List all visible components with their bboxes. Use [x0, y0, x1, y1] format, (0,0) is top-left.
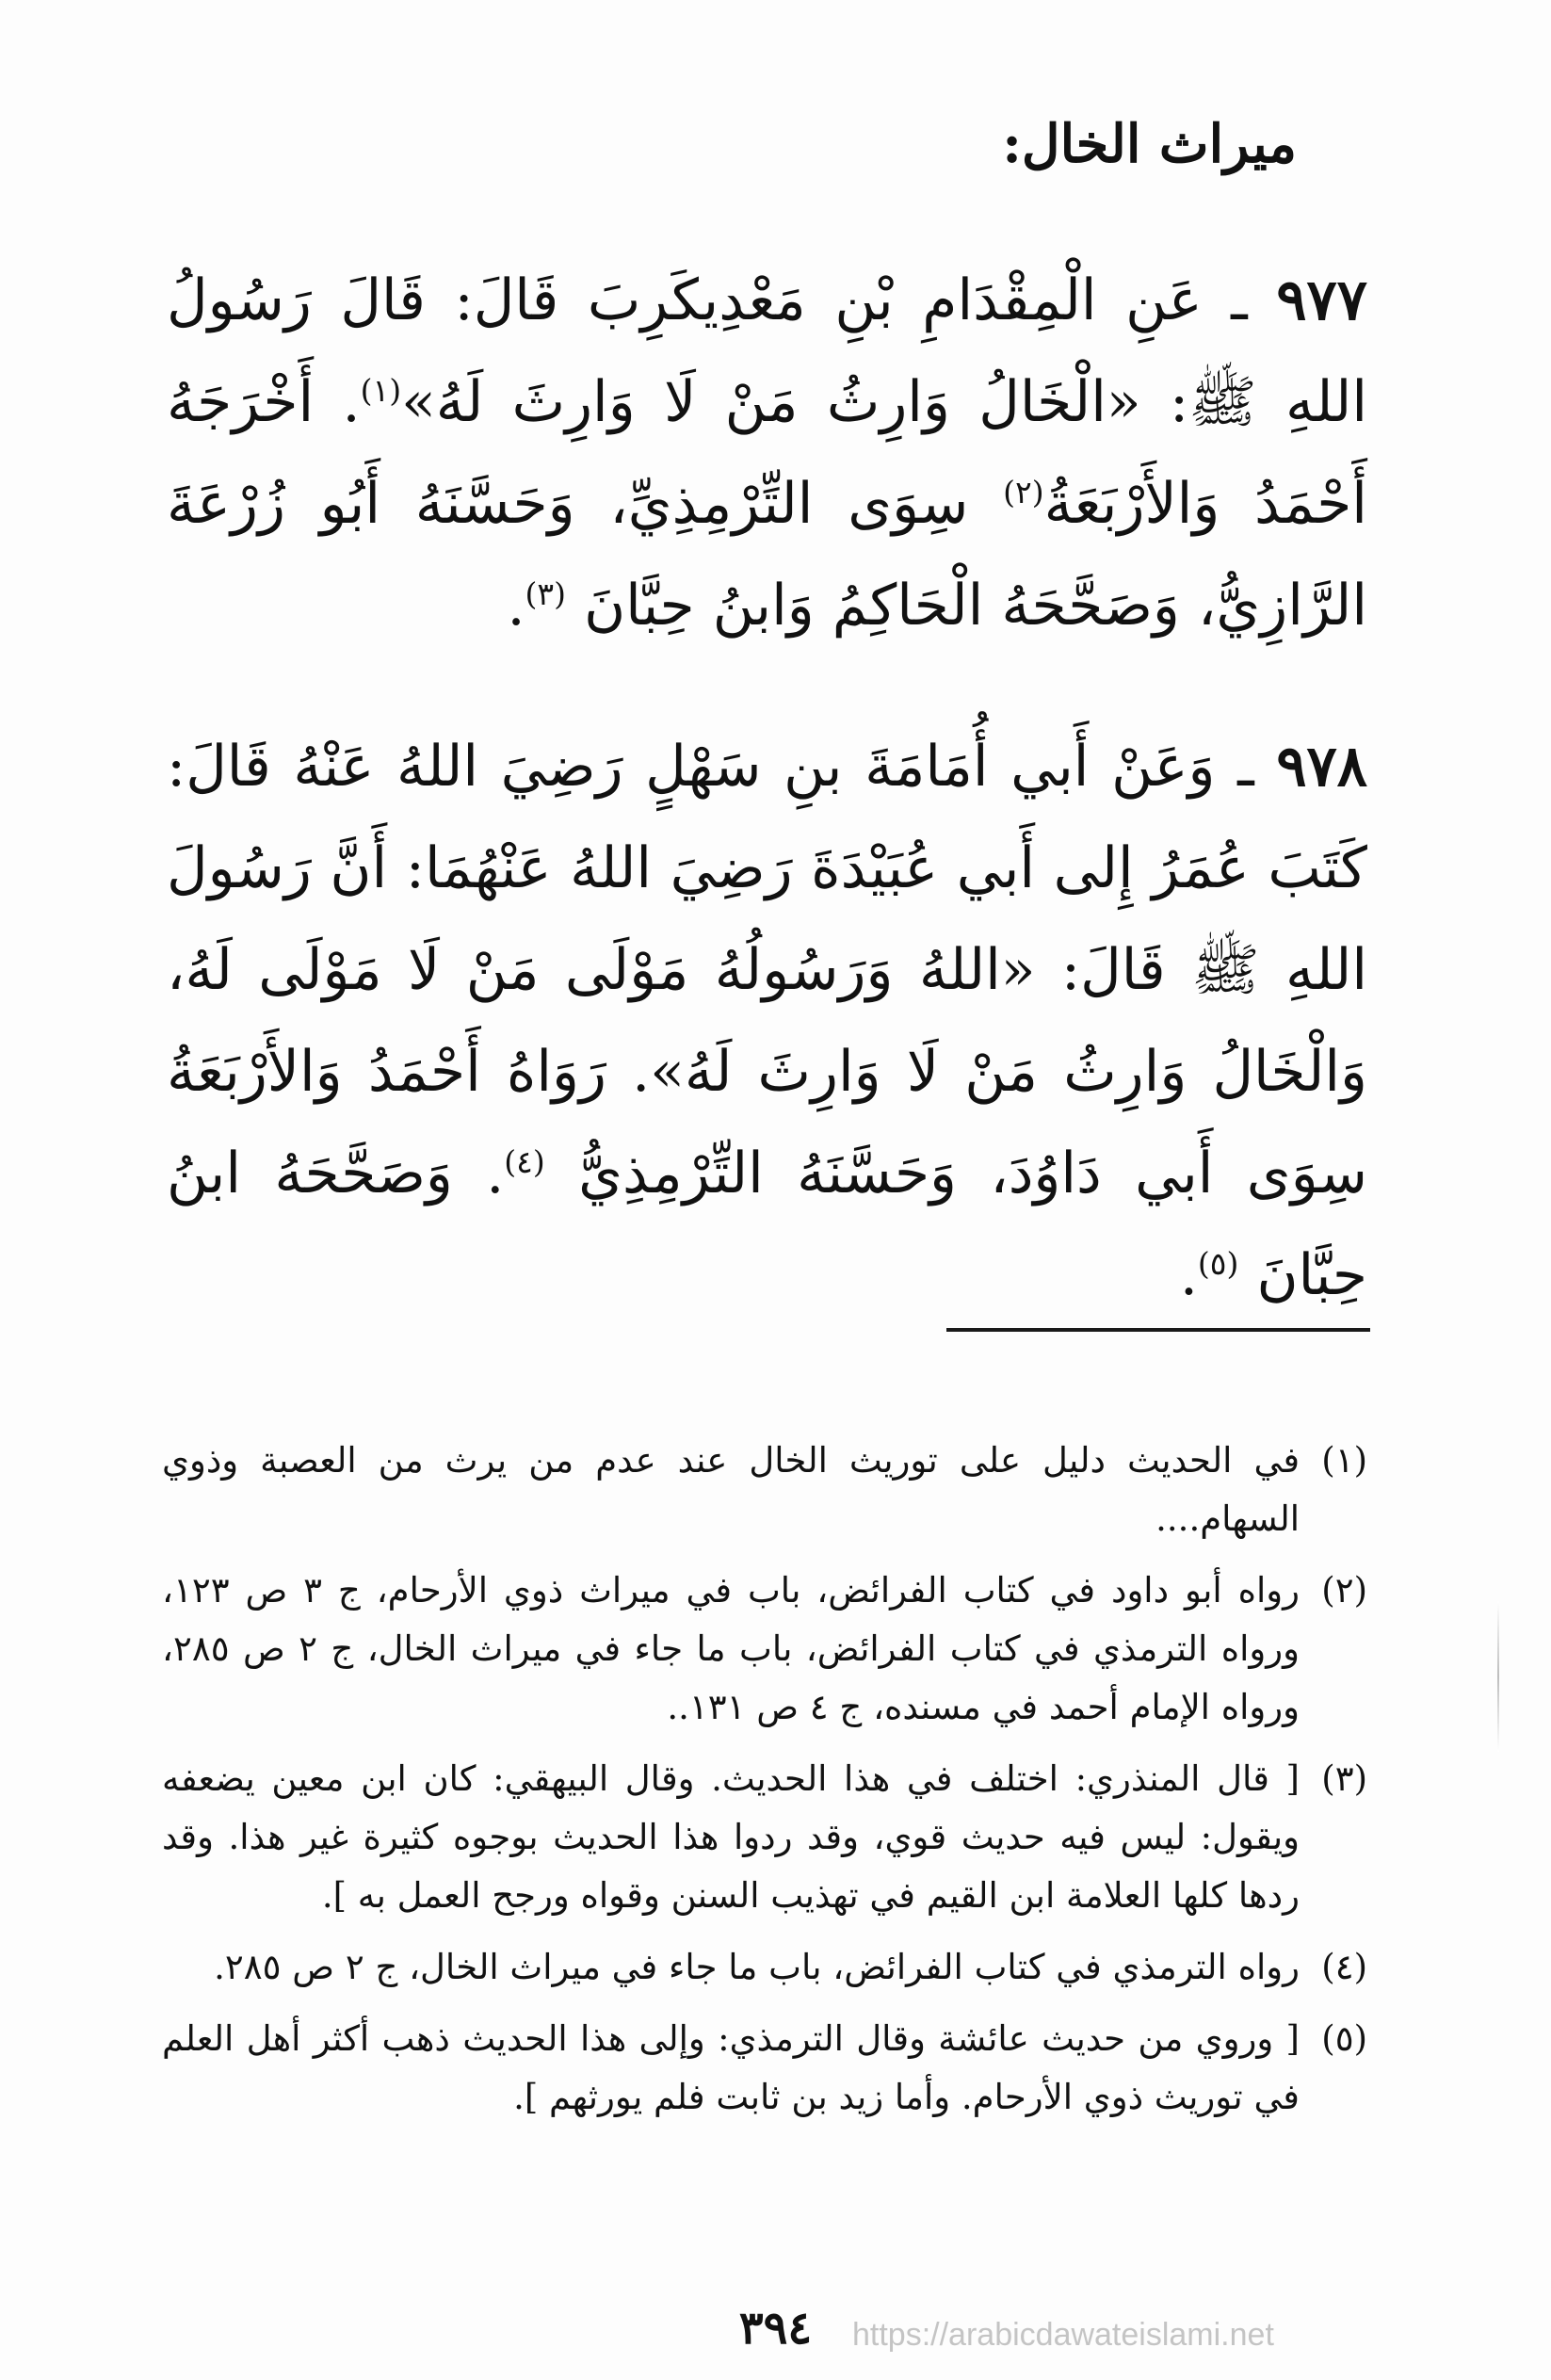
footnote-item	[162, 1938, 1367, 1997]
footnote-item	[162, 1750, 1367, 1925]
footnote-text: رواه أبو داود في كتاب الفرائض، باب في ميراث ذوي الأرحام، ج ٣ ص ١٢٣، ورواه الترمذي في كتاب الفرائض، باب ما جاء في ميراث الخال، ج ٢ ص ٢٨٥، ورواه الإمام أحمد في مسنده، ج ٤ ص ١٣١..	[162, 1570, 1300, 1727]
footnote-reference[interactable]: (١)	[360, 372, 402, 409]
footnote-reference[interactable]: (٥)	[1197, 1245, 1239, 1282]
footnote-item	[162, 1562, 1367, 1737]
hadith-text: ـ وَعَنْ أَبي أُمَامَةَ بنِ سَهْلٍ رَضِيَ اللهُ عَنْهُ قَالَ: كَتَبَ عُمَرُ إِلى أَبي عُبَيْدَةَ رَضِيَ اللهُ عَنْهُمَا: أَنَّ رَسُولَ اللهِ ﷺ قَالَ: «اللهُ وَرَسُولُهُ مَوْلَى مَنْ لَا مَوْلَى لَهُ، وَالْخَالُ وَارِثُ مَنْ لَا وَارِثَ لَهُ». رَوَاهُ أَحْمَدُ وَالأَرْبَعَةُ سِوَى أَبي دَاوُدَ، وَحَسَّنَهُ التِّرْمِذِيُّ	[167, 734, 1368, 1206]
footnote-reference[interactable]: (٢)	[1003, 474, 1044, 510]
watermark-url: https://arabicdawateislami.net	[852, 2317, 1274, 2353]
footnote-marker: (٥)	[1321, 2018, 1367, 2059]
hadith-text: ـ عَنِ الْمِقْدَامِ بْنِ مَعْدِيكَرِبَ قَالَ: قَالَ رَسُولُ اللهِ ﷺ: «الْخَالُ وَارِثُ مَنْ لَا وَارِثَ لَهُ»	[167, 267, 1367, 435]
footnote-text: [ وروي من حديث عائشة وقال الترمذي: وإلى هذا الحديث ذهب أكثر أهل العلم في توريث ذوي الأرحام. وأما زيد بن ثابت فلم يورثهم ].	[162, 2018, 1300, 2117]
footnote-divider	[946, 1328, 1370, 1332]
footnote-item	[162, 2010, 1367, 2127]
hadith-number: ٩٧٨	[1276, 734, 1367, 800]
hadith-text: سِوَى التِّرْمِذِيِّ، وَحَسَّنَهُ أَبُو زُرْعَةَ الرَّازِيُّ، وَصَحَّحَهُ الْحَاكِمُ وَابنُ حِبَّانَ	[167, 471, 1367, 639]
footnote-marker: (٤)	[1321, 1947, 1367, 1987]
scan-artifact	[1497, 1601, 1499, 1752]
hadith-text: . أَخْرَجَهُ أَحْمَدُ وَالأَرْبَعَةُ	[167, 369, 1367, 537]
footnote-marker: (٣)	[1321, 1758, 1367, 1799]
hadith-text: .	[507, 573, 525, 639]
footnotes	[162, 1432, 1367, 2140]
footnote-text: رواه الترمذي في كتاب الفرائض، باب ما جاء في ميراث الخال، ج ٢ ص ٢٨٥.	[214, 1947, 1300, 1987]
footnote-marker: (٢)	[1321, 1570, 1367, 1611]
footnote-text: في الحديث دليل على توريث الخال عند عدم من يرث من العصبة وذوي السهام....	[162, 1440, 1300, 1539]
hadith-978	[167, 716, 1367, 1326]
footnote-marker: (١)	[1321, 1440, 1367, 1481]
footnote-reference[interactable]: (٤)	[504, 1143, 545, 1180]
footnote-reference[interactable]: (٣)	[525, 575, 567, 612]
hadith-977	[167, 250, 1367, 656]
hadith-number: ٩٧٧	[1276, 267, 1367, 333]
section-heading: ميراث الخال:	[1002, 113, 1297, 175]
footnote-item	[162, 1432, 1367, 1548]
hadith-text: . وَصَحَّحَهُ ابنُ حِبَّانَ	[167, 1141, 1367, 1308]
hadith-text: .	[1179, 1242, 1198, 1308]
page-number: ٣٩٤	[738, 2302, 813, 2355]
footnote-text: [ قال المنذري: اختلف في هذا الحديث. وقال البيهقي: كان ابن معين يضعفه ويقول: ليس فيه حديث قوي، وقد ردوا هذا الحديث بوجوه كثيرة غير هذا. وقد ردها كلها العلامة ابن القيم في تهذيب السنن وقواه ورجح العمل به ].	[162, 1758, 1300, 1916]
